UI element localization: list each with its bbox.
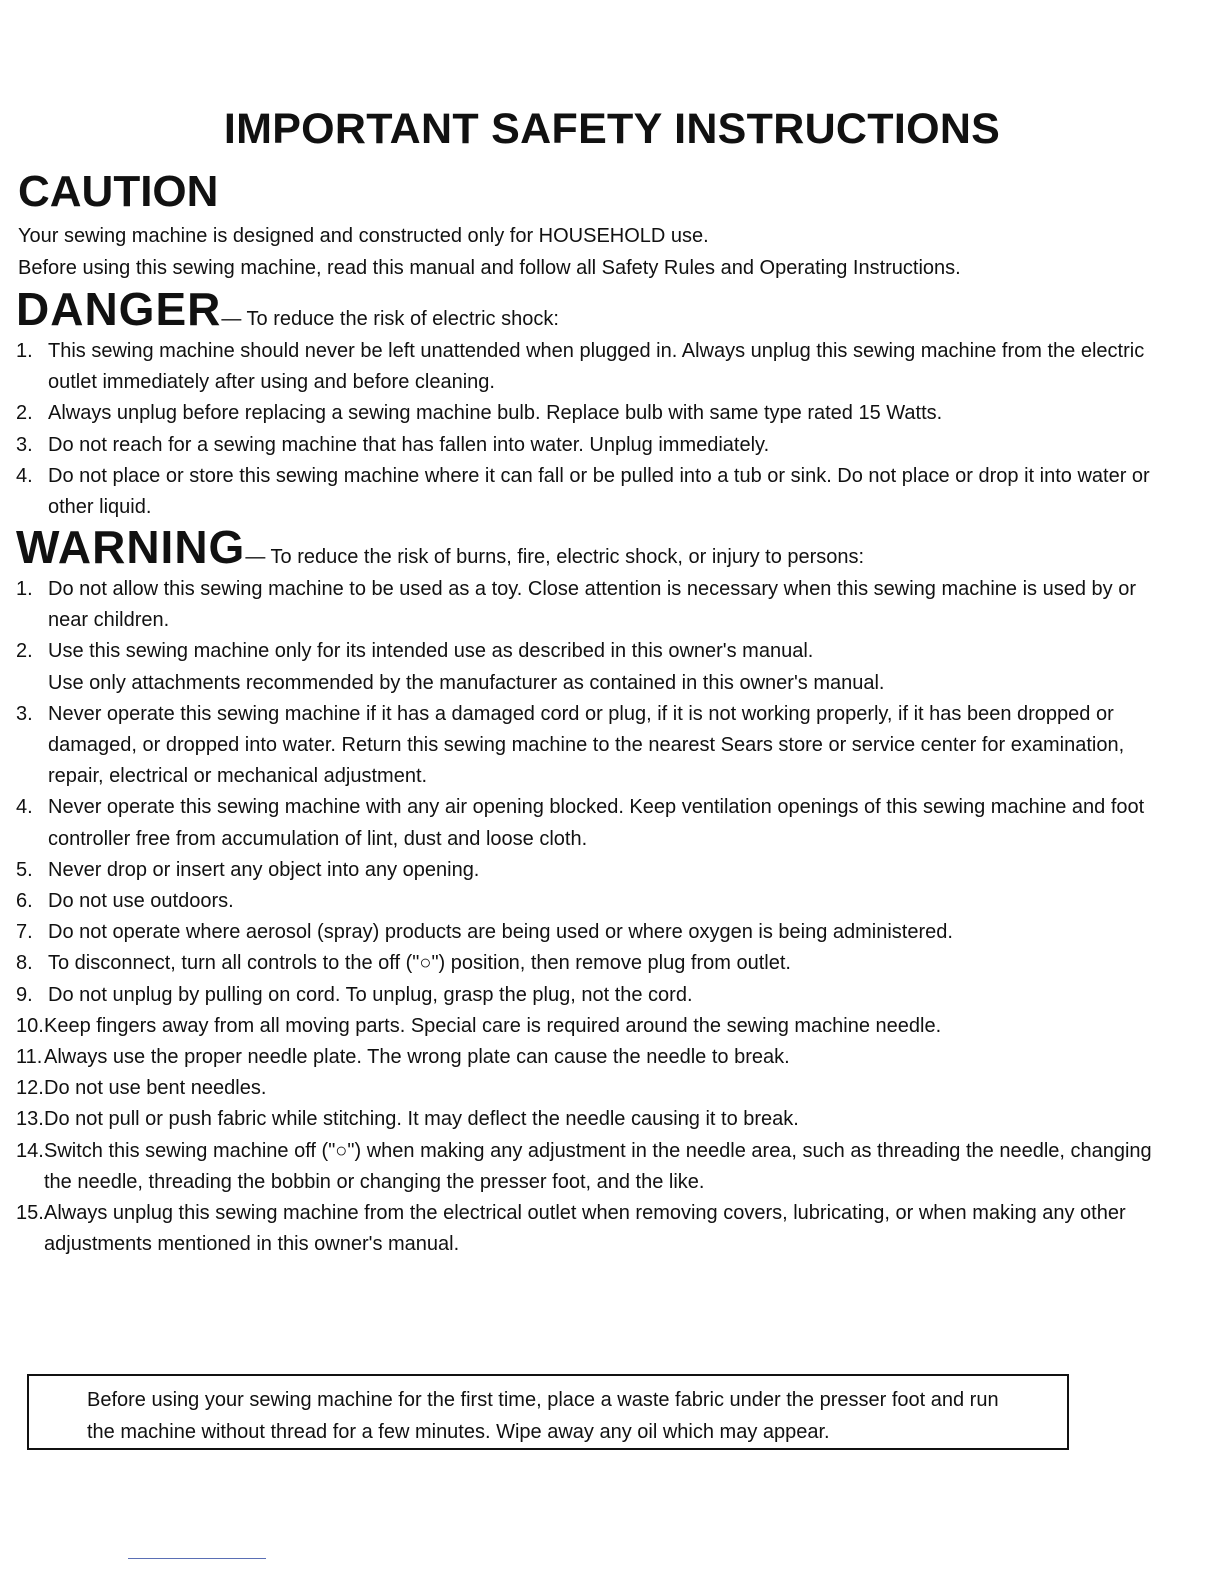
item-number: 4. (16, 464, 33, 487)
list-item (16, 917, 1176, 948)
item-text: Do not reach for a sewing machine that has fallen into water. Unplug immediately. (48, 433, 770, 456)
item-number: 5. (16, 858, 33, 881)
item-text: To disconnect, turn all controls to the off ("○") position, then remove plug from outlet. (48, 952, 791, 975)
item-number: 2. (16, 640, 33, 663)
item-number: 4. (16, 796, 33, 819)
list-item (16, 1198, 1176, 1260)
item-text: Do not unplug by pulling on cord. To unplug, grasp the plug, not the cord. (48, 983, 693, 1006)
list-item (16, 636, 1176, 698)
list-item (16, 336, 1176, 398)
item-number: 12. (16, 1077, 44, 1100)
item-text: This sewing machine should never be left unattended when plugged in. Always unplug this sewing machine from the electric outlet immediately after using and before cleaning. (48, 340, 1145, 394)
item-text: Do not allow this sewing machine to be used as a toy. Close attention is necessary when this sewing machine is used by or near children. (48, 578, 1136, 632)
item-number: 14. (16, 1139, 44, 1162)
list-item (16, 699, 1176, 793)
list-item (16, 461, 1176, 523)
list-item (16, 398, 1176, 429)
list-item (16, 886, 1176, 917)
item-text: Always use the proper needle plate. The wrong plate can cause the needle to break. (44, 1046, 790, 1069)
item-text: Do not place or store this sewing machine where it can fall or be pulled into a tub or sink. Do not place or drop it into water or other liquid. (48, 464, 1150, 519)
item-text: Do not operate where aerosol (spray) products are being used or where oxygen is being administered. (48, 921, 953, 944)
danger-heading (16, 283, 559, 335)
list-item (16, 1011, 1176, 1042)
danger-subtitle: — To reduce the risk of electric shock: (221, 308, 559, 330)
item-text: Keep fingers away from all moving parts. Special care is required around the sewing machine needle. (44, 1014, 942, 1037)
item-text: Do not pull or push fabric while stitching. It may deflect the needle causing it to break. (44, 1108, 799, 1131)
item-number: 8. (16, 952, 33, 975)
item-number: 11. (16, 1046, 43, 1069)
item-number: 9. (16, 983, 33, 1006)
item-text: Always unplug before replacing a sewing machine bulb. Replace bulb with same type rated 15 Watts. (48, 402, 943, 425)
page-title: IMPORTANT SAFETY INSTRUCTIONS (223, 105, 1001, 153)
list-item (16, 1073, 1176, 1104)
first-use-notice-box (27, 1374, 1069, 1450)
item-number: 10. (16, 1014, 44, 1037)
list-item (16, 574, 1176, 636)
item-number: 2. (16, 402, 33, 425)
list-item (16, 792, 1176, 854)
list-item (16, 855, 1176, 886)
item-text: Never drop or insert any object into any opening. (48, 858, 480, 881)
list-item (16, 430, 1176, 461)
list-item (16, 948, 1176, 979)
item-text: Always unplug this sewing machine from the electrical outlet when removing covers, lubricating, or when making any other adjustments mentioned in this owner's manual. (44, 1202, 1126, 1256)
item-text: Switch this sewing machine off ("○") when making any adjustment in the needle area, such as threading the needle, changing the needle, threading the bobbin or changing the presser foot, and the like. (44, 1139, 1152, 1193)
item-number: 6. (16, 890, 33, 913)
item-text: Do not use bent needles. (44, 1077, 267, 1100)
item-number: 3. (16, 433, 33, 456)
warning-list (16, 574, 1176, 1260)
footer-rule (128, 1558, 266, 1559)
danger-list (16, 336, 1176, 523)
caution-line-read-manual: Before using this sewing machine, read this manual and follow all Safety Rules and Operating Instructions. (18, 257, 961, 279)
item-text-secondary: Use only attachments recommended by the manufacturer as contained in this owner's manual. (48, 671, 885, 694)
item-number: 1. (16, 340, 33, 362)
item-number: 15. (16, 1202, 44, 1225)
list-item (16, 1042, 1176, 1073)
list-item (16, 980, 1176, 1011)
item-number: 1. (16, 578, 33, 600)
first-use-notice-text: Before using your sewing machine for the first time, place a waste fabric under the presser foot and run the machine without thread for a few minutes. Wipe away any oil which may appear. (87, 1389, 999, 1443)
item-number: 3. (16, 702, 33, 725)
item-number: 7. (16, 921, 33, 944)
list-item (16, 1104, 1176, 1135)
item-number: 13. (16, 1108, 44, 1131)
danger-heading-word: DANGER (16, 283, 222, 335)
item-text: Never operate this sewing machine if it has a damaged cord or plug, if it is not working properly, if it has been dropped or damaged, or dropped into water. Return this sewing machine to the nearest Sears store or service center for examination, repair, electrical or mechanical adjustment. (48, 702, 1125, 788)
item-text: Never operate this sewing machine with any air opening blocked. Keep ventilation openings of this sewing machine and foot controller free from accumulation of lint, dust and loose cloth. (48, 796, 1145, 850)
warning-heading (16, 521, 865, 573)
warning-subtitle: — To reduce the risk of burns, fire, electric shock, or injury to persons: (245, 546, 865, 568)
caution-heading: CAUTION (18, 167, 219, 216)
list-item (16, 1136, 1176, 1198)
item-text: Use this sewing machine only for its intended use as described in this owner's manual. (48, 640, 814, 663)
item-text: Do not use outdoors. (48, 890, 234, 913)
caution-line-household: Your sewing machine is designed and constructed only for HOUSEHOLD use. (18, 225, 709, 247)
warning-heading-word: WARNING (16, 521, 246, 573)
